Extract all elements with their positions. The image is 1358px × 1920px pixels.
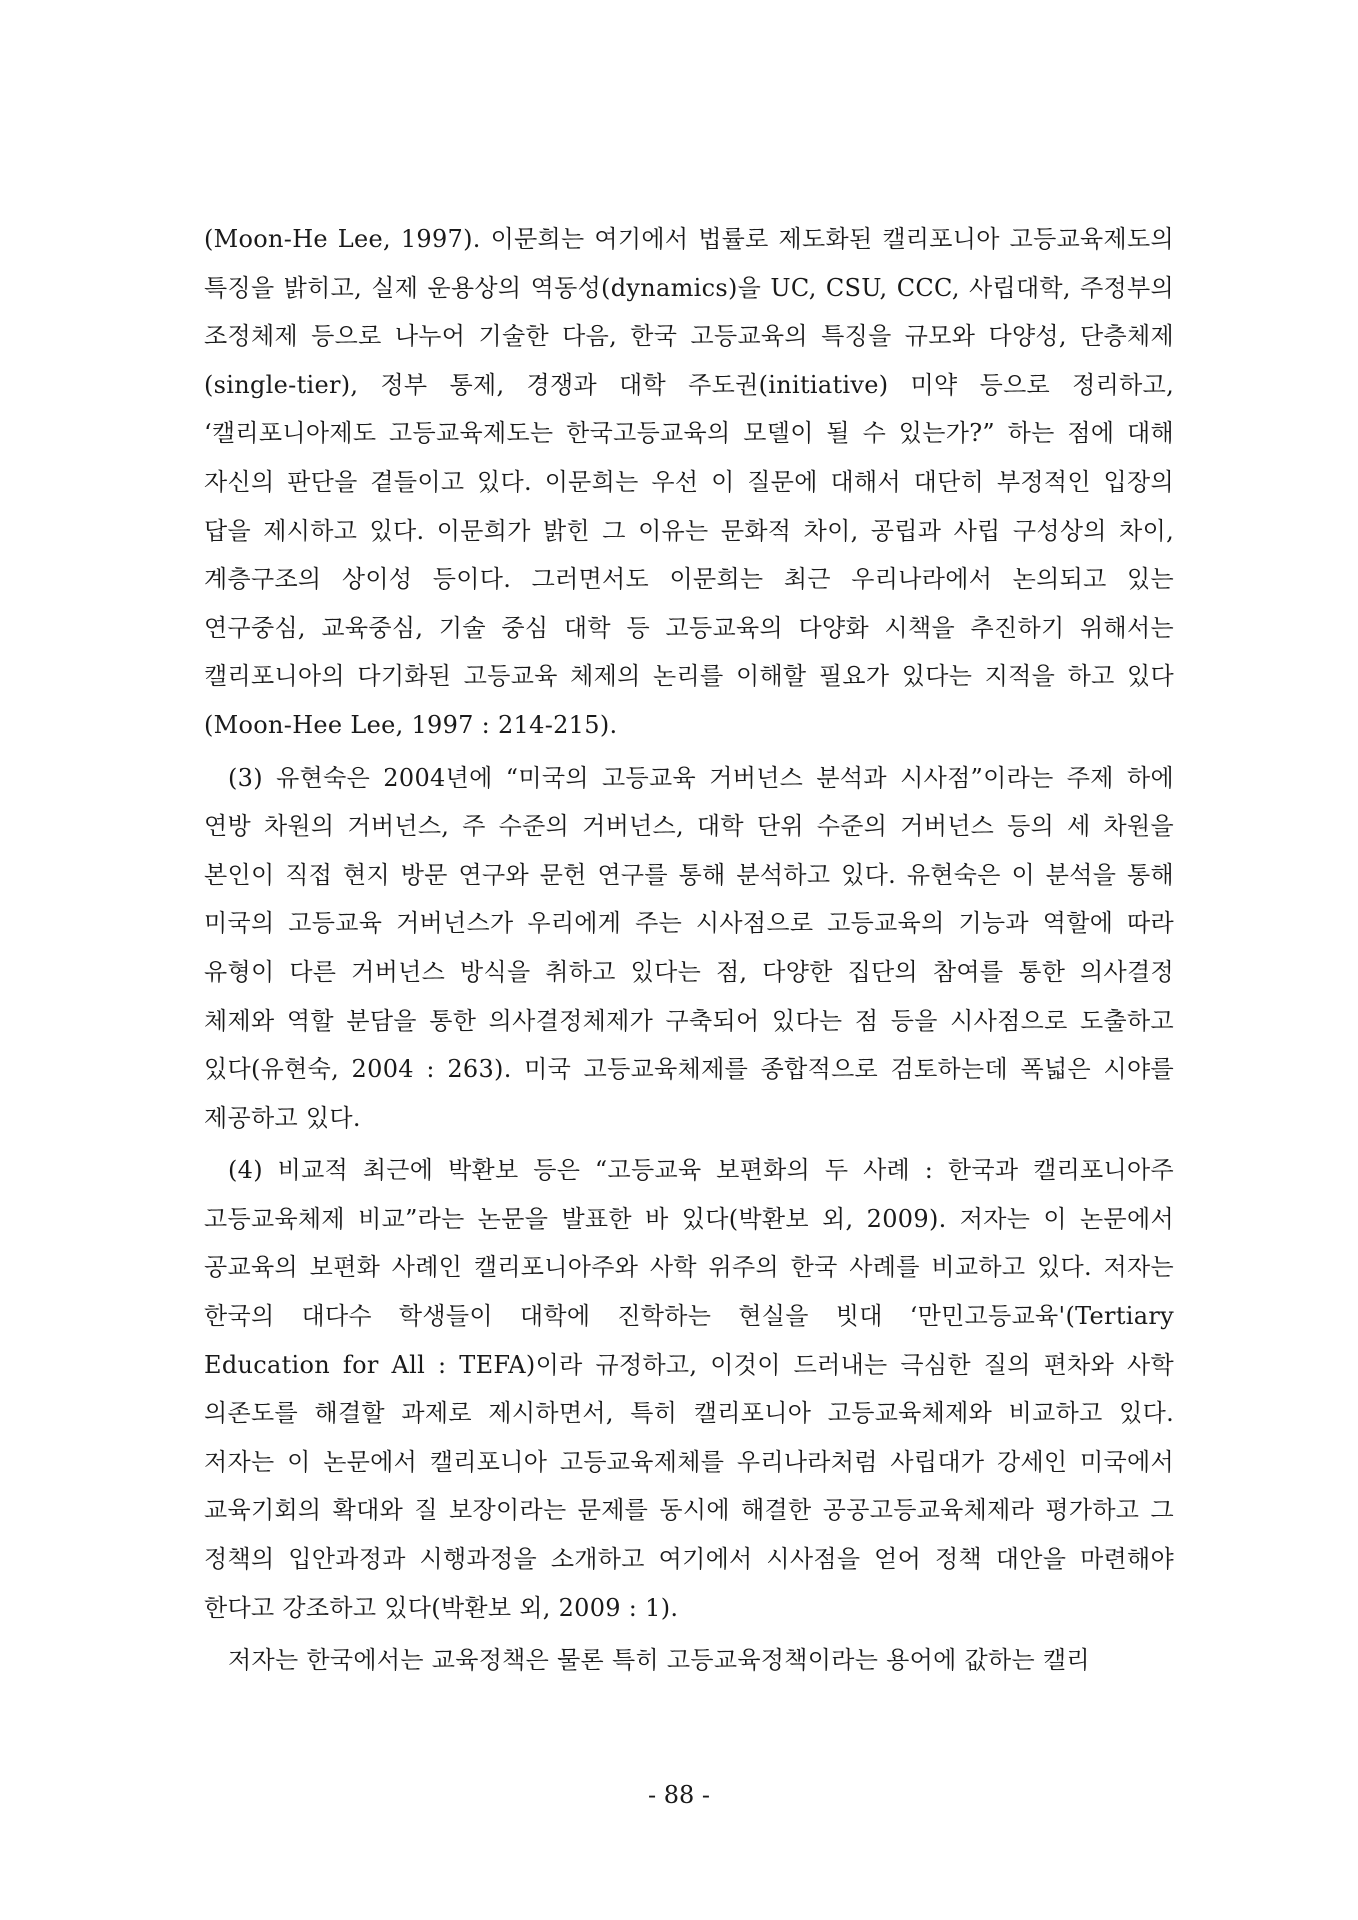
document-body — [204, 215, 1174, 1689]
paragraph-park-hwan-bo: (4) 비교적 최근에 박환보 등은 “고등교육 보편화의 두 사례 : 한국과 캘리포니아주 고등교육체제 비교”라는 논문을 발표한 바 있다(박환보 외, 2009). 저자는 이 논문에서 공교육의 보편화 사례인 캘리포니아주와 사학 위주의 한국 사례를 비교하고 있다. 저자는 한국의 대다수 학생들이 대학에 진학하는 현실을 빗대 ‘만민고등교육'(Tertiary Education for All : TEFA)이라 규정하고, 이것이 드러내는 극심한 질의 편차와 사학 의존도를 해결할 과제로 제시하면서, 특히 캘리포니아 고등교육체제와 비교하고 있다. 저자는 이 논문에서 캘리포니아 고등교육제체를 우리나라처럼 사립대가 강세인 미국에서 교육기회의 확대와 질 보장이라는 문제를 동시에 해결한 공공고등교육체제라 평가하고 그 정책의 입안과정과 시행과정을 소개하고 여기에서 시사점을 얻어 정책 대안을 마련해야 한다고 강조하고 있다(박환보 외, 2009 : 1). — [204, 1156, 1174, 1622]
page-number: - 88 - — [647, 1781, 710, 1809]
paragraph-yoo-hyun-sook: (3) 유현숙은 2004년에 “미국의 고등교육 거버넌스 분석과 시사점”이라는 주제 하에 연방 차원의 거버넌스, 주 수준의 거버넌스, 대학 단위 수준의 거버넌스 등의 세 차원을 본인이 직접 현지 방문 연구와 문헌 연구를 통해 분석하고 있다. 유현숙은 이 분석을 통해 미국의 고등교육 거버넌스가 우리에게 주는 시사점으로 고등교육의 기능과 역할에 따라 유형이 다른 거버넌스 방식을 취하고 있다는 점, 다양한 집단의 참여를 통한 의사결정 체제와 역할 분담을 통한 의사결정체제가 구축되어 있다는 점 등을 시사점으로 도출하고 있다(유현숙, 2004 : 263). 미국 고등교육체제를 종합적으로 검토하는데 폭넓은 시야를 제공하고 있다. — [204, 763, 1174, 1132]
paragraph-author-note: 저자는 한국에서는 교육정책은 물론 특히 고등교육정책이라는 용어에 값하는 캘리 — [228, 1646, 1090, 1675]
paragraph-moon-hee-lee: (Moon-He Lee, 1997). 이문희는 여기에서 법률로 제도화된 캘리포니아 고등교육제도의 특징을 밝히고, 실제 운용상의 역동성(dynamics)을 UC, CSU, CCC, 사립대학, 주정부의 조정체제 등으로 나누어 기술한 다음, 한국 고등교육의 특징을 규모와 다양성, 단층체제(single-tier), 정부 통제, 경쟁과 대학 주도권(initiative) 미약 등으로 정리하고, ‘캘리포니아제도 고등교육제도는 한국고등교육의 모델이 될 수 있는가?” 하는 점에 대해 자신의 판단을 곁들이고 있다. 이문희는 우선 이 질문에 대해서 대단히 부정적인 입장의 답을 제시하고 있다. 이문희가 밝힌 그 이유는 문화적 차이, 공립과 사립 구성상의 차이, 계층구조의 상이성 등이다. 그러면서도 이문희는 최근 우리나라에서 논의되고 있는 연구중심, 교육중심, 기술 중심 대학 등 고등교육의 다양화 시책을 추진하기 위해서는 캘리포니아의 다기화된 고등교육 체제의 논리를 이해할 필요가 있다는 지적을 하고 있다(Moon-Hee Lee, 1997 : 214-215). — [204, 225, 1174, 739]
